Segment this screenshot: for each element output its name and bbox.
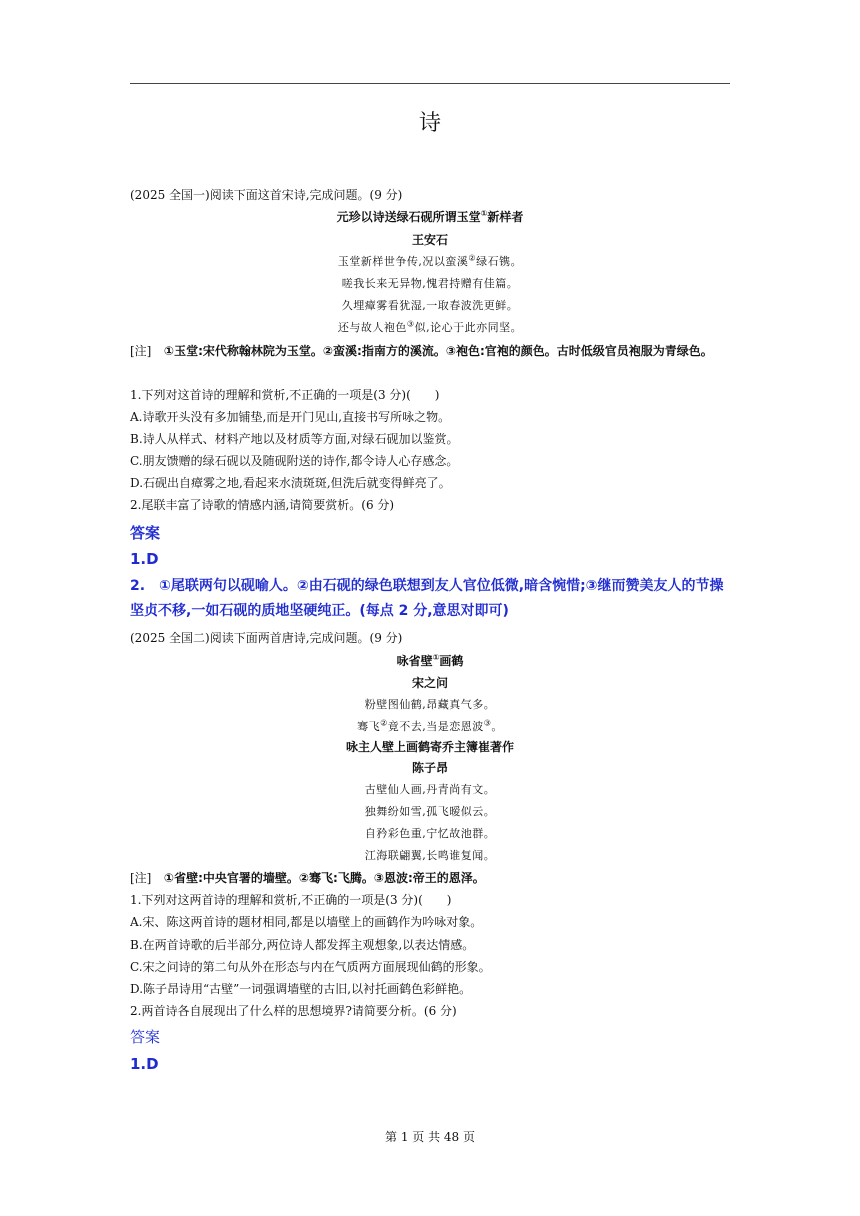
q2-poem2-author: 陈子昂 [411,761,448,775]
q1-question-2: 2.尾联丰富了诗歌的情感内涵,请简要赏析。(6 分) [130,498,395,512]
q2-poem1-title: 咏省壁①画鹤 [396,653,464,668]
q2-poem1-line: 骞飞②竟不去,当是恋恩波③。 [357,718,503,733]
q1-poem-line: 还与故人袍色③似,论心于此亦同坚。 [337,319,523,334]
q2-option-c: C.宋之问诗的第二句从外在形态与内在气质两方面展现仙鹤的形象。 [130,960,491,974]
q1-poem-title: 元珍以诗送绿石砚所谓玉堂①新样者 [336,209,524,224]
q1-question-1: 1.下列对这首诗的理解和赏析,不正确的一项是(3 分)( ) [130,388,440,402]
q2-poem2-title: 咏主人壁上画鹤寄乔主簿崔著作 [345,740,514,754]
note-label: [注] [130,871,152,885]
q1-poem-line: 嗟我长来无异物,愧君持赠有佳篇。 [341,277,519,290]
page-title: 诗 [418,111,441,136]
q2-poem1-line: 粉壁图仙鹤,昂藏真气多。 [364,698,496,711]
q2-poem2-line: 自矜彩色重,宁忆故池群。 [364,827,496,840]
q2-option-d: D.陈子昂诗用“古壁”一词强调墙壁的古旧,以衬托画鹤色彩鲜艳。 [130,982,472,996]
q1-option-d: D.石砚出自瘴雾之地,看起来水渍斑斑,但洗后就变得鲜亮了。 [130,476,451,490]
q2-intro: (2025 全国二)阅读下面两首唐诗,完成问题。(9 分) [130,631,403,645]
q2-question-1: 1.下列对这两首诗的理解和赏析,不正确的一项是(3 分)( ) [130,893,452,907]
q1-poem-author: 王安石 [411,233,448,247]
q2-option-b: B.在两首诗歌的后半部分,两位诗人都发挥主观想象,以表达情感。 [130,938,475,952]
q1-poem-line: 久埋瘴雾看犹湿,一取春波洗更鲜。 [341,299,519,312]
q2-answer-1: 1.D [130,1055,159,1073]
q1-option-c: C.朋友馈赠的绿石砚以及随砚附送的诗作,都令诗人心存感念。 [130,454,459,468]
q2-poem2-line: 独舞纷如雪,孤飞暧似云。 [364,805,496,818]
q1-answer-1: 1.D [130,550,159,568]
q1-answer-heading: 答案 [130,524,161,542]
q1-poem-line: 玉堂新样世争传,况以蛮溪②绿石镌。 [337,253,523,268]
note-label: [注] [130,344,152,358]
page-footer: 第 1 页 共 48 页 [385,1130,475,1144]
q2-answer-heading: 答案 [130,1028,161,1046]
q1-note: [注] ①玉堂:宋代称翰林院为玉堂。②蛮溪:指南方的溪流。③袍色:官袍的颜色。古时低级官员袍服为青绿色。 [130,344,713,358]
q2-poem2-line: 江海联翩翼,长鸣谁复闻。 [364,849,496,862]
q2-poem2-line: 古壁仙人画,丹青尚有文。 [364,783,496,796]
q1-answer-2: 2. ①尾联两句以砚喻人。②由石砚的绿色联想到友人官位低微,暗含惋惜;③继而赞美友人的节操坚贞不移,一如石砚的质地坚硬纯正。(每点 2 分,意思对即可) [130,578,724,619]
q2-option-a: A.宋、陈这两首诗的题材相同,都是以墙壁上的画鹤作为吟咏对象。 [130,915,483,929]
q2-question-2: 2.两首诗各自展现出了什么样的思想境界?请简要分析。(6 分) [130,1004,457,1018]
q1-intro: (2025 全国一)阅读下面这首宋诗,完成问题。(9 分) [130,188,403,202]
q1-option-a: A.诗歌开头没有多加铺垫,而是开门见山,直接书写所咏之物。 [130,410,451,424]
header-rule [130,83,730,84]
q1-option-b: B.诗人从样式、材料产地以及材质等方面,对绿石砚加以鉴赏。 [130,432,459,446]
q2-note: [注] ①省壁:中央官署的墙壁。②骞飞:飞腾。③恩波:帝王的恩泽。 [130,871,485,885]
q2-poem1-author: 宋之问 [411,676,448,690]
